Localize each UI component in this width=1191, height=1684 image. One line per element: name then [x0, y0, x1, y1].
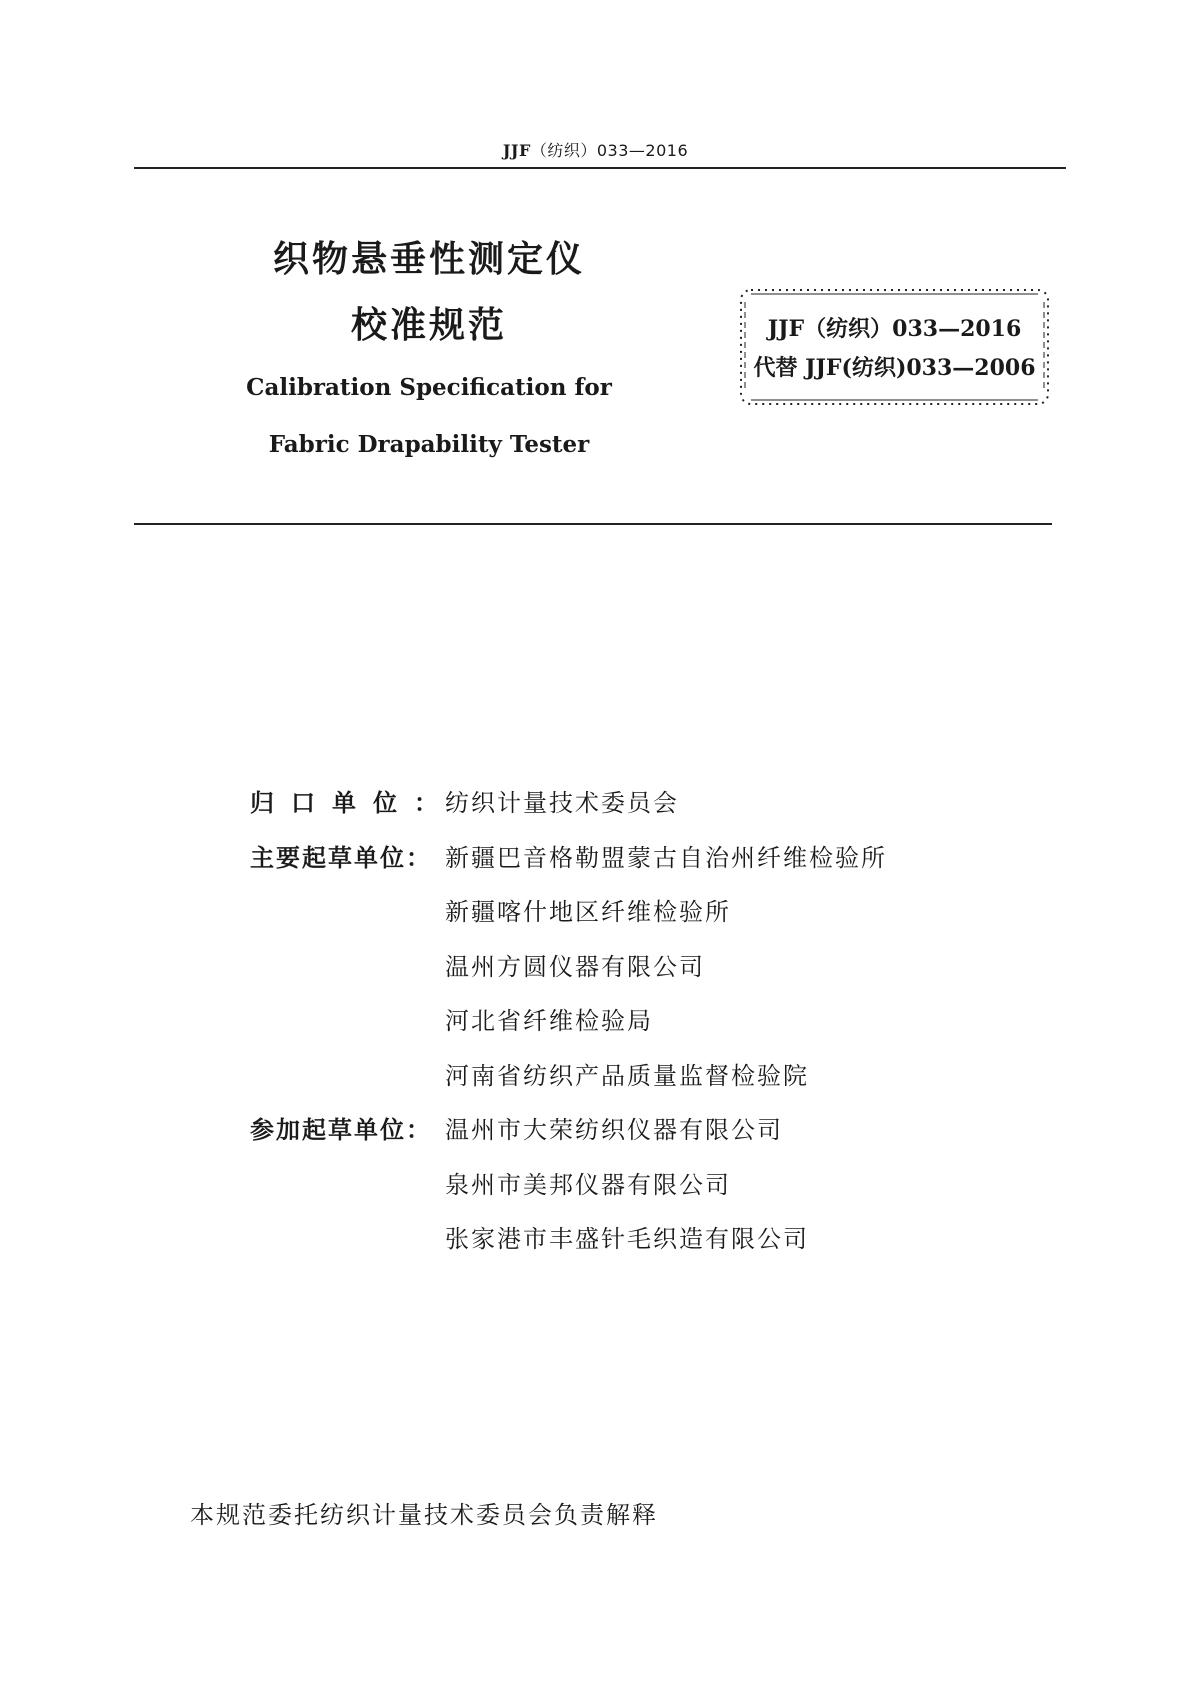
standard-code-box: [737, 286, 1052, 408]
header-code-rest: （纺织）033—2016: [530, 141, 689, 160]
main-drafter-item: 河南省纺织产品质量监督检验院: [445, 1062, 809, 1090]
title-zh-line1: 织物悬垂性测定仪: [272, 239, 585, 280]
responsible-unit-value: 纺织计量技术委员会: [445, 789, 679, 817]
interpretation-note: 本规范委托纺织计量技术委员会负责解释: [190, 1501, 658, 1529]
code-box-replaces-code: 代替 JJF(纺织)033—2006: [753, 355, 1036, 381]
header-code-prefix: JJF: [502, 141, 531, 160]
title-en-line2: Fabric Drapability Tester: [268, 431, 590, 458]
main-drafter-item: 新疆巴音格勒盟蒙古自治州纤维检验所: [445, 844, 887, 872]
decorative-border: [737, 286, 1052, 408]
participating-drafter-label: 参加起草单位：: [250, 1116, 432, 1144]
responsible-unit-label: 归口单位：: [250, 789, 455, 817]
main-drafter-label: 主要起草单位：: [250, 844, 432, 872]
participating-drafter-item: 泉州市美邦仪器有限公司: [445, 1171, 731, 1199]
main-drafter-item: 新疆喀什地区纤维检验所: [445, 898, 731, 926]
title-en-line1: Calibration Specification for: [246, 374, 612, 401]
header-rule: [134, 167, 1066, 169]
header-standard-code: [0, 138, 1191, 161]
title-rule: [134, 523, 1052, 525]
main-drafter-item: 温州方圆仪器有限公司: [445, 953, 705, 981]
participating-drafter-item: 温州市大荣纺织仪器有限公司: [445, 1116, 783, 1144]
code-box-current-code: JJF（纺织）033—2016: [767, 316, 1022, 342]
main-drafter-item: 河北省纤维检验局: [445, 1007, 653, 1035]
title-zh-line2: 校准规范: [350, 305, 507, 346]
participating-drafter-item: 张家港市丰盛针毛织造有限公司: [445, 1225, 809, 1253]
